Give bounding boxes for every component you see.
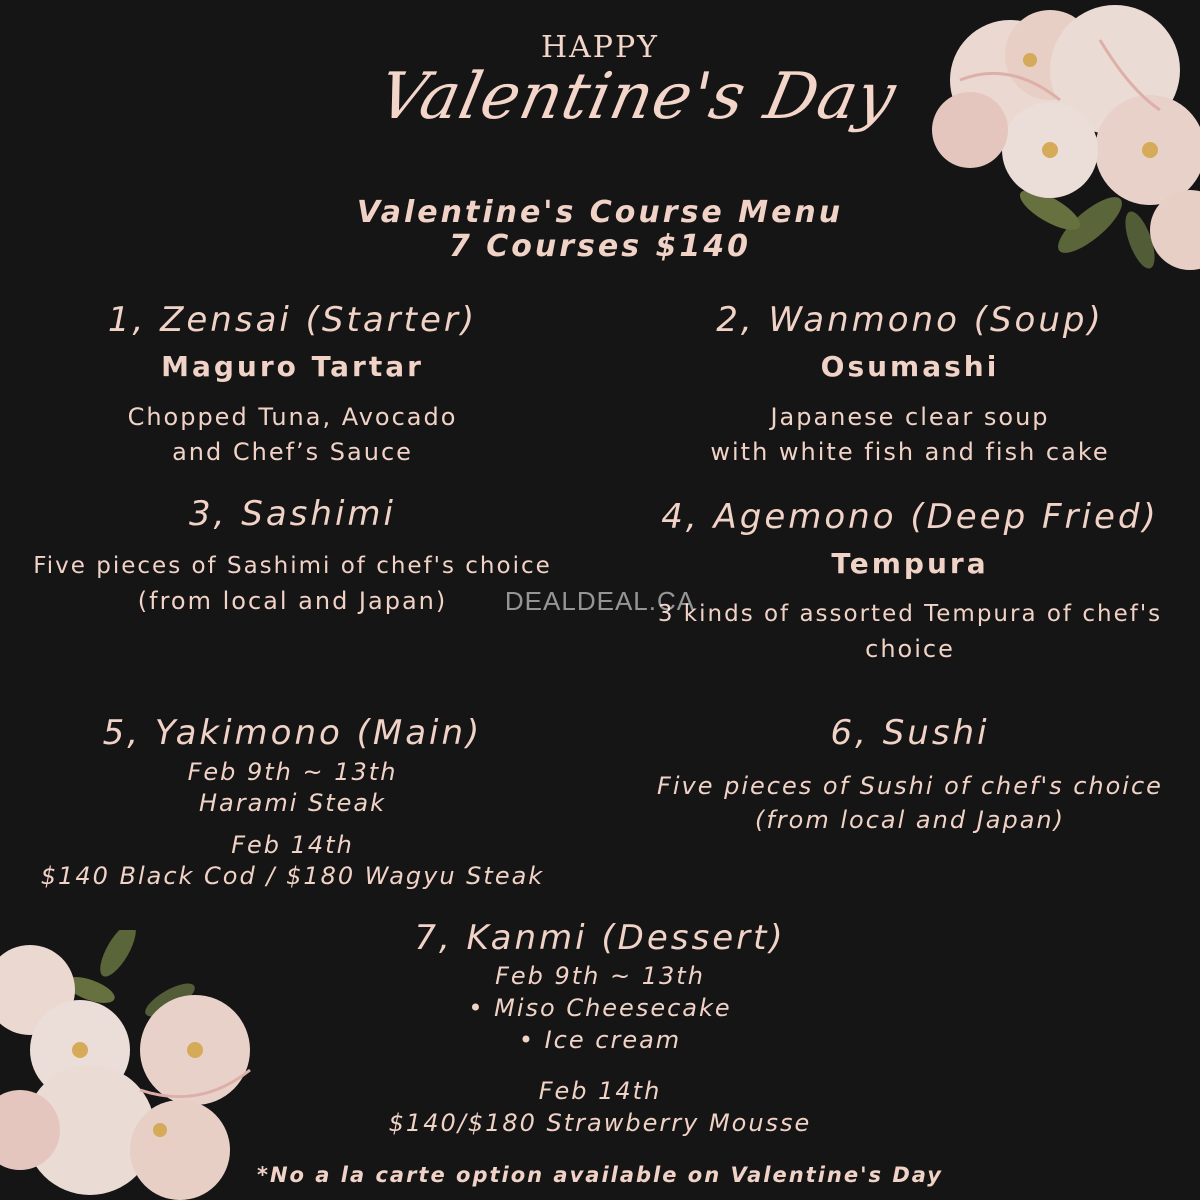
course-3-title: 3, Sashimi bbox=[189, 494, 396, 534]
cherry-blossom-icon bbox=[0, 930, 270, 1200]
course-4-title: 4, Agemono (Deep Fried) bbox=[661, 497, 1159, 537]
course-7-line-3: • Ice cream bbox=[518, 1026, 682, 1054]
course-6-title: 6, Sushi bbox=[830, 713, 990, 753]
course-4-desc-line-1: 3 kinds of assorted Tempura of chef's bbox=[657, 601, 1163, 627]
header-happy: HAPPY bbox=[540, 30, 659, 65]
course-3-desc-line-1: Five pieces of Sashimi of chef's choice bbox=[33, 553, 552, 579]
course-2-desc-line-1: Japanese clear soup bbox=[770, 403, 1050, 431]
course-4-desc-line-2: choice bbox=[865, 635, 955, 663]
course-6-desc-line-1: Five pieces of Sushi of chef's choice bbox=[657, 772, 1163, 800]
course-1-dish: Maguro Tartar bbox=[161, 350, 424, 383]
course-7-title: 7, Kanmi (Dessert) bbox=[414, 918, 786, 958]
course-7-line-2: • Miso Cheesecake bbox=[468, 994, 732, 1022]
course-2-dish: Osumashi bbox=[820, 350, 1000, 383]
course-1-title: 1, Zensai (Starter) bbox=[107, 300, 478, 340]
script-title: Valentine's Day bbox=[372, 60, 903, 134]
course-2-desc-line-2: with white fish and fish cake bbox=[710, 438, 1110, 466]
footer-note: *No a la carte option available on Valentine's Day bbox=[257, 1163, 943, 1187]
course-5-line-2: Harami Steak bbox=[198, 789, 387, 817]
course-4-dish: Tempura bbox=[831, 547, 989, 580]
course-7-line-4: Feb 14th bbox=[538, 1077, 662, 1105]
course-5-line-3: Feb 14th bbox=[231, 831, 354, 859]
course-5-title: 5, Yakimono (Main) bbox=[102, 713, 483, 753]
menu-title: Valentine's Course Menu bbox=[356, 195, 844, 230]
course-7-line-5: $140/$180 Strawberry Mousse bbox=[388, 1109, 812, 1137]
course-2-title: 2, Wanmono (Soup) bbox=[716, 300, 1104, 340]
course-5-line-4: $140 Black Cod / $180 Wagyu Steak bbox=[40, 862, 545, 890]
watermark: DEALDEAL.CA bbox=[504, 586, 696, 616]
menu-price: 7 Courses $140 bbox=[448, 229, 752, 264]
cherry-blossom-icon bbox=[900, 0, 1200, 300]
course-7-line-1: Feb 9th ~ 13th bbox=[495, 962, 705, 990]
course-1-desc-line-2: and Chef’s Sauce bbox=[172, 438, 413, 466]
course-1-desc-line-1: Chopped Tuna, Avocado bbox=[127, 403, 458, 431]
course-6-desc-line-2: (from local and Japan) bbox=[754, 806, 1065, 834]
course-3-desc-line-2: (from local and Japan) bbox=[137, 587, 448, 615]
course-5-line-1: Feb 9th ~ 13th bbox=[187, 758, 398, 786]
